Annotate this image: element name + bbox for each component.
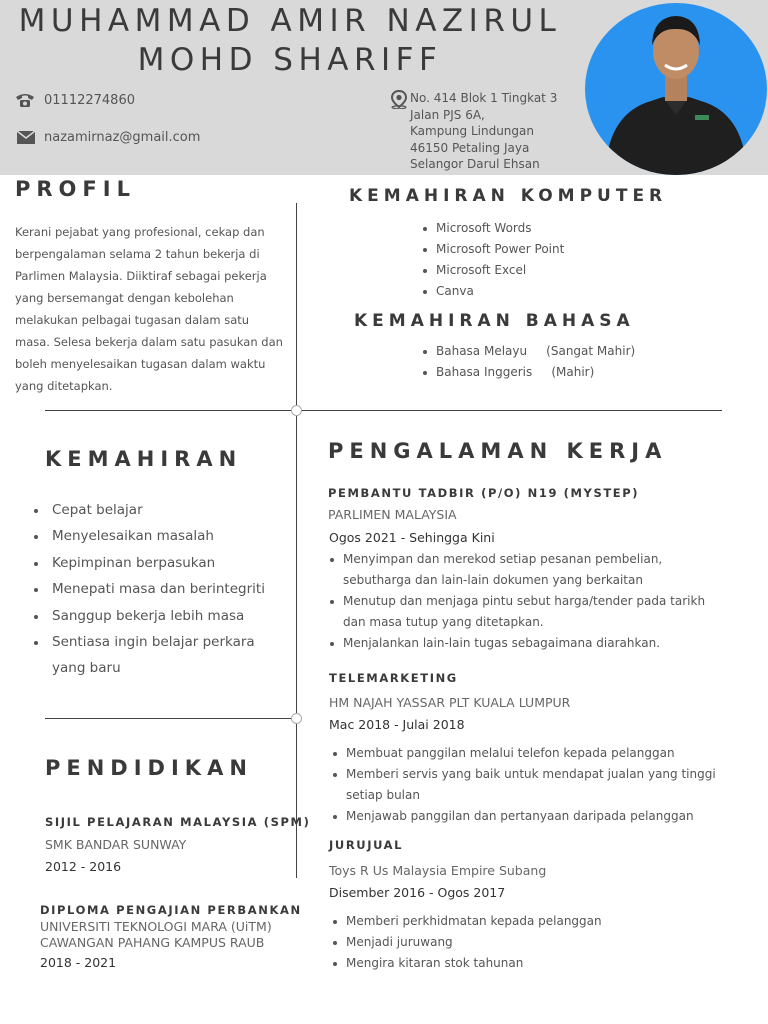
phone-number: 01112274860 <box>44 93 135 108</box>
job-duties <box>331 743 721 827</box>
job-period: Disember 2016 - Ogos 2017 <box>329 885 506 900</box>
email-address: nazamirnaz@gmail.com <box>44 130 201 145</box>
list-item: Menjalankan lain-lain tugas sebagaimana diarahkan. <box>328 633 718 654</box>
kemahiran-bahasa-title: KEMAHIRAN BAHASA <box>354 311 635 331</box>
envelope-icon <box>17 131 35 149</box>
list-item: Menepati masa dan berintegriti <box>30 576 280 602</box>
horizontal-divider-top <box>45 410 722 411</box>
list-item: Sentiasa ingin belajar perkara yang baru <box>30 629 280 682</box>
job-period: Mac 2018 - Julai 2018 <box>329 717 465 732</box>
address-line: Jalan PJS 6A, <box>410 107 485 122</box>
list-item: Menyimpan dan merekod setiap pesanan pembelian, sebutharga dan lain-lain dokumen yang berkaitan <box>328 549 718 591</box>
list-item: Microsoft Words <box>421 218 564 239</box>
profil-title: PROFIL <box>15 177 136 201</box>
language-skills-list <box>421 341 635 383</box>
list-item: Menjawab panggilan dan pertanyaan daripada pelanggan <box>331 806 721 827</box>
pengalaman-title: PENGALAMAN KERJA <box>328 439 668 463</box>
kemahiran-komputer-title: KEMAHIRAN KOMPUTER <box>349 186 668 206</box>
education-school: CAWANGAN PAHANG KAMPUS RAUB <box>40 935 265 950</box>
divider-node <box>291 713 302 724</box>
job-title: TELEMARKETING <box>329 671 458 685</box>
list-item: Memberi perkhidmatan kepada pelanggan <box>331 911 721 932</box>
address-line: Kampung Lindungan <box>410 124 534 138</box>
list-item: Mengira kitaran stok tahunan <box>331 953 721 974</box>
location-pin-icon <box>390 90 408 114</box>
skills-list <box>30 497 280 682</box>
list-item: Canva <box>421 281 564 302</box>
computer-skills-list <box>421 218 564 302</box>
education-title: SIJIL PELAJARAN MALAYSIA (SPM) <box>45 815 311 829</box>
address-block <box>410 90 557 173</box>
job-duties <box>328 549 718 654</box>
name-line-1: MUHAMMAD AMIR NAZIRUL <box>18 3 562 39</box>
list-item: Kepimpinan berpasukan <box>30 550 280 576</box>
education-years: 2012 - 2016 <box>45 859 122 874</box>
list-item: Menyelesaikan masalah <box>30 523 280 549</box>
education-title: DIPLOMA PENGAJIAN PERBANKAN <box>40 903 302 917</box>
list-item: Membuat panggilan melalui telefon kepada pelanggan <box>331 743 721 764</box>
education-years: 2018 - 2021 <box>40 955 117 970</box>
pendidikan-title: PENDIDIKAN <box>45 756 253 780</box>
list-item: Menjadi juruwang <box>331 932 721 953</box>
list-item: Microsoft Excel <box>421 260 564 281</box>
list-item: Memberi servis yang baik untuk mendapat jualan yang tinggi setiap bulan <box>331 764 721 806</box>
address-line: No. 414 Blok 1 Tingkat 3 <box>410 91 558 105</box>
list-item: Bahasa Melayu (Sangat Mahir) <box>421 341 635 362</box>
list-item: Microsoft Power Point <box>421 239 564 260</box>
divider-node <box>291 405 302 416</box>
list-item: Menutup dan menjaga pintu sebut harga/tender pada tarikh dan masa tutup yang ditetapkan. <box>328 591 718 633</box>
vertical-divider <box>296 203 297 878</box>
education-school: SMK BANDAR SUNWAY <box>45 837 187 852</box>
job-duties <box>331 911 721 974</box>
job-period: Ogos 2021 - Sehingga Kini <box>329 530 495 545</box>
education-school: UNIVERSITI TEKNOLOGI MARA (UiTM) <box>40 919 272 934</box>
job-org: HM NAJAH YASSAR PLT KUALA LUMPUR <box>329 695 571 710</box>
name-line-2: MOHD SHARIFF <box>137 42 443 78</box>
job-org: PARLIMEN MALAYSIA <box>328 507 457 522</box>
list-item: Sanggup bekerja lebih masa <box>30 603 280 629</box>
address-line: 46150 Petaling Jaya <box>410 140 530 155</box>
job-title: JURUJUAL <box>329 838 404 852</box>
profile-photo <box>585 3 767 175</box>
horizontal-divider-left <box>45 718 296 719</box>
list-item: Bahasa Inggeris (Mahir) <box>421 362 635 383</box>
job-org: Toys R Us Malaysia Empire Subang <box>329 863 547 878</box>
phone-icon <box>15 92 35 113</box>
kemahiran-title: KEMAHIRAN <box>45 447 243 471</box>
job-title: PEMBANTU TADBIR (P/O) N19 (MYSTEP) <box>328 486 640 500</box>
list-item: Cepat belajar <box>30 497 280 523</box>
profil-text: Kerani pejabat yang profesional, cekap dan berpengalaman selama 2 tahun bekerja di Parlimen Malaysia. Diiktiraf sebagai pekerja yang bersemangat dengan kebolehan melakukan pelbagai tugasan dalam satu masa. Selesa bekerja dalam satu pasukan dan boleh menyelesaikan tugasan dalam waktu yang ditetapkan. <box>15 225 283 393</box>
address-line: Selangor Darul Ehsan <box>410 157 540 171</box>
